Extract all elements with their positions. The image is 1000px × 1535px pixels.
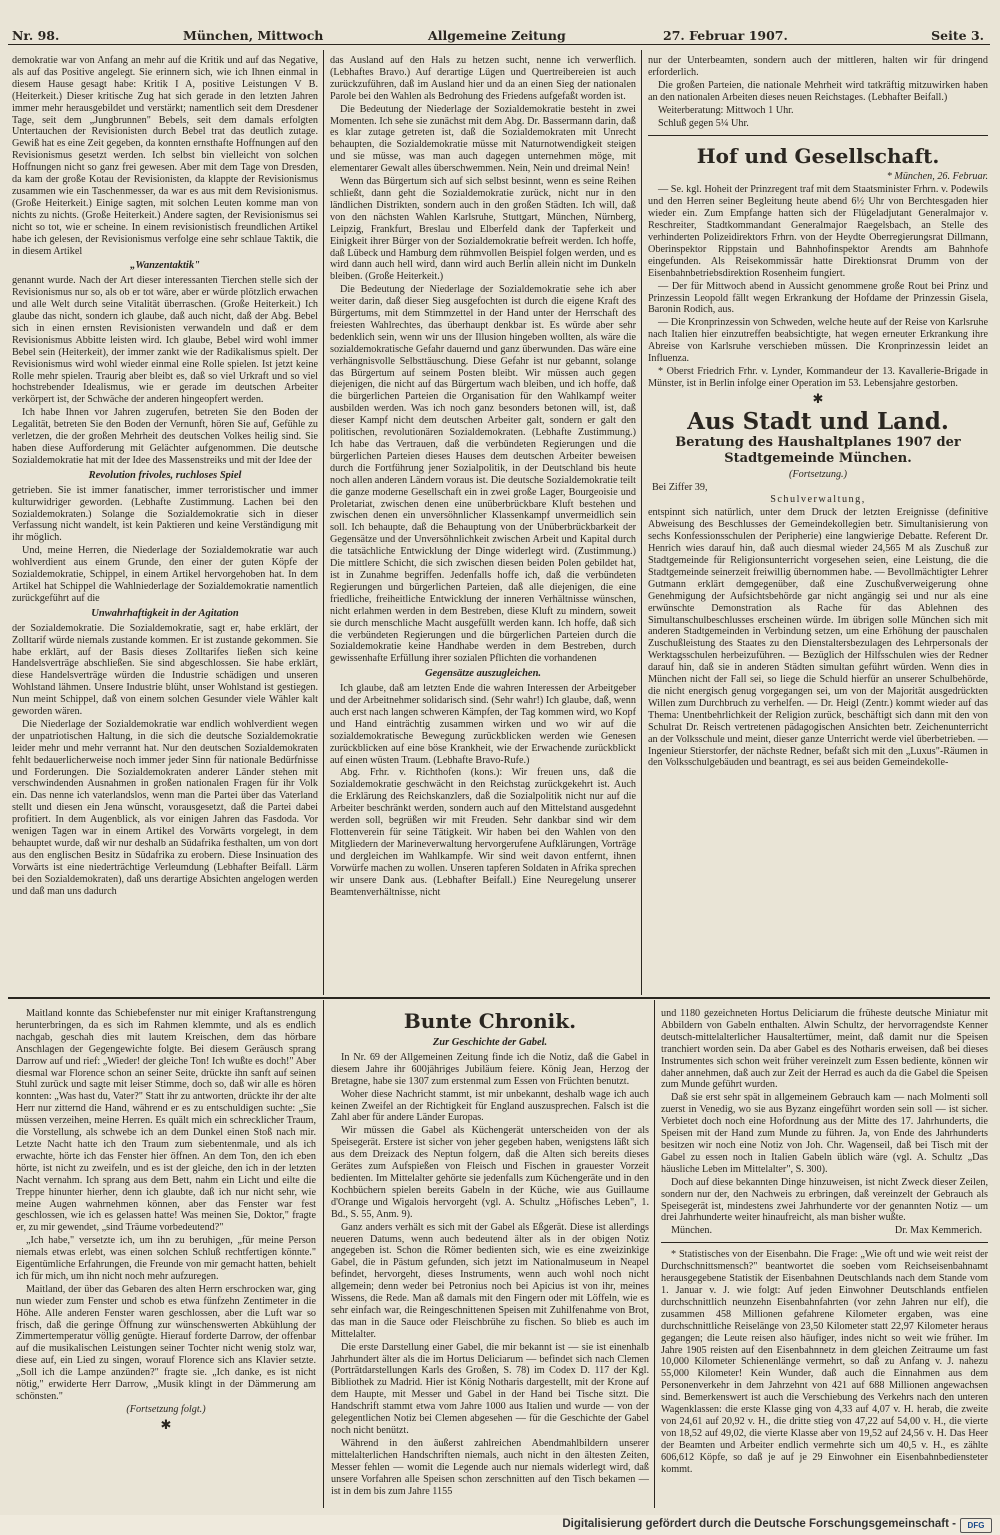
section-title-stadt: Aus Stadt und Land. — [687, 407, 949, 435]
digitization-footer — [0, 1515, 1000, 1535]
dateline: * München, 26. Februar. — [886, 171, 988, 183]
dfg-logo: DFG — [960, 1518, 992, 1533]
section-subtitle: Stadtgemeinde München. — [724, 450, 912, 466]
section-rule — [648, 135, 988, 136]
section-separator-star: ✱ — [160, 1416, 172, 1432]
paragraph: Schluß gegen 5¼ Uhr. — [658, 117, 749, 129]
page-divider — [8, 997, 990, 999]
paragraph: Die großen Parteien, die nationale Mehrheit wird tatkräftig mitzuwirken haben an den nationalen Arbeiten dieses neuen Reichstages. (Lebhafter Beifall.) — [648, 79, 988, 103]
paragraph: Ich glaube, daß am letzten Ende die wahren Interessen der Arbeitgeber und der Arbeitnehmer solidarisch sind. (Sehr wahr!) Ich glaube, daß, wenn auch erst nach langen schweren Kämpfen, der Tag kommen wird, wo Kopf und Hand einträchtig zusammen wirken und wo wir auf die sozialdemokratische Bewegung zurückblicken werden wie Genesen zurückblicken auf eine böse Krankheit, wie der Erwachende zurückblickt auf einen wüsten Traum. (Lebhafte Bravo-Rufe.) — [330, 683, 636, 766]
section-title-bunte: Bunte Chronik. — [403, 1009, 577, 1033]
subheading: Revolution frivoles, ruchloses Spiel — [88, 469, 242, 481]
page-number: Seite 3. — [931, 28, 984, 43]
paragraph: demokratie war von Anfang an mehr auf die Kritik und auf das Negative, als auf das Positive angelegt. Sie erinnern sich, wie ich Ihnen einmal in diesem Hause gesagt habe: Kritik I A, positive Leistungen V B. (Heiterkeit.) Dieser kritische Zug hat sich gerade in den letzten Jahren immer mehr herausgebildet und verstärkt; namentlich seit dem Dresdener Tage, seit dem „Jungbrunnen" Bebels, seit dem damals erfolgten Untertauchen der Revisionisten durch Bebel trat das deutlich zutage. Gewiß hat es eine Zeit gegeben, da konnten ernsthafte Hoffnungen auf den Revisionismus gesetzt werden. Ich selbst bin vielleicht von solchen Hoffnungen nicht so ganz frei gewesen. Aber mit dem Tage von Dresden, da kam der große Kotau der Revisionisten, da klappte der Revisionismus zusammen wie ein Taschenmesser, da war es aus mit dem Revisionismus. (Große Heiterkeit.) Einige sagten, mit solchen Leuten komme man von nichts zu nichts. (Große Heiterkeit.) Andere sagten, der Revisionismus sei nicht so tot, wie er scheine. In einem revisionistisch freundlichen Artikel habe ich gelesen, der Revisionismus verfolge eine sehr schlaue Taktik, die in diesem Artikel — [12, 55, 318, 257]
paragraph: das Ausland auf den Hals zu hetzen sucht, nenne ich verwerflich. (Lebhaftes Bravo.) Auf derartige Lügen und Quertreibereien ist auch zurückzuführen, daß im Ausland hier und da an einen Sieg der nationalen Parole bei den Wahlen als Bedrohung des Friedens aufgefaßt worden ist. — [330, 55, 636, 102]
paragraph: Die erste Darstellung einer Gabel, die mir bekannt ist — sie ist einenhalb Jahrhundert älter als die im Hortus Deliciarum — befindet sich nach Clemen (Porträtdarstellungen Karls des Großen, S. 78) im Codex D. 117 der Kgl. Bibliothek zu Madrid. Hier ist König Notharis dargestellt, mit der Krone auf dem Haupte, mit Messer und Gabel in der Hand bei Tische sitzt. Die Handschrift stammt etwa vom Jahre 1000 aus Italien und wurde — von der gelegentlichen Notiz bei Clemen abgesehen — für die Geschichte der Gabel noch nicht benützt. — [331, 1341, 649, 1436]
serial-story-column — [16, 1008, 316, 1460]
lead-line: Bei Ziffer 39, — [652, 481, 708, 493]
column-rule — [323, 1000, 324, 1508]
paragraph: Doch auf diese bekannten Dinge hinzuweisen, ist nicht Zweck dieser Zeilen, sondern nur der, den Nachweis zu erbringen, daß vereinzelt der Gebrauch als Speisegerät ist, mindestens zwei Jahrhunderte vor der genannten Notiz — um drei Jahrhunderte weiter hinaufreicht, als man bisher wußte. — [661, 1176, 988, 1224]
paragraph: Woher diese Nachricht stammt, ist mir unbekannt, deshalb wage ich auch keinen Zweifel an der Richtigkeit für England auszusprechen. Falsch ist die Zahl aber für andere Länder Europas. — [331, 1088, 649, 1124]
paragraph: Maitland konnte das Schiebefenster nur mit einiger Kraftanstrengung herunterbringen, da es sich im Rahmen klemmte, und als es endlich nachgab, geschah dies mit lautem Kreischen, dem das hörbare Anschlagen der Gegengewichte folgte. Bei diesem Geräusch sprang Darrow auf und rief: „Wieder! der gleiche Ton! Ich wußte es doch!" Aber diesmal war Florence schon an seiner Seite, drückte ihn sanft auf seinen Stuhl zurück und sagte mit leiser Stimme, doch so, daß wir alle es hören konnten: „Was hast du, Vater?" Statt ihr zu antworten, drückte ihr der alte Herr nur zitternd die Hand, während er es zu entschuldigen suchte: „Sie müssen verzeihen, meine Herren. Es quält mich ein schrecklicher Traum, die Vorstellung, als schwebe ich an dem Dunkel einen Stoß nach mir. Letzte Nacht hatte ich den Traum zum siebentenmale, und als ich erwachte, hörte ich das Fenster hier öffnen. An dem Ton, den ich eben hörte, ist nicht zu zweifeln, und es ist der gleiche, den ich in der letzten Nacht vernahm. Ich sprang aus dem Bett, nahm ein Licht und eilte die Treppe hinunter hierher, denn ich glaubte, daß ich nur nicht sehr, wie meine Augen wahrnehmen können, aber das Fenster war fest geschlossen, wie ich es gelassen hatte! Was meinen Sie, Doktor," fragte er, zu mir gewendet, „sind Träume vorbedeutend?" — [16, 1008, 316, 1234]
paragraph: entspinnt sich natürlich, unter dem Druck der letzten Ereignisse (definitive Abweisung des Beschlusses der Gemeindekollegien betr. Simultanisierung von sechs Konfessionsschulen der Peripherie) eine langwierige Debatte. Referent Dr. Henrich wies darauf hin, daß auch diesmal wieder 24,565 M als Zuschuß zur Stadtgemeinde für Religionsunterricht vorgesehen seien, eine Leistung, die die Stadtgemeinde seinerzeit freiwillig übernommen habe. — Bevollmächtigter Lehrer Gutmann erklärt demgegenüber, daß eine Zuschußverweigerung ohne Genehmigung der Aufsichtsbehörde gar nicht angängig sei und nur als eine erwünschte Demonstration als Rache für das Ablehnen des Simultanschulbeschlusses erscheinen würde. Im übrigen solle München sich mit anderen Stadtgemeinden in Verbindung setzen, um eine Erhöhung der pauschalen Zuschußleistung des Staates zu den Dienstaltersbezulagen des Lehrpersonals der Werktagsschulen herbeizuführen. — Bezüglich der Hilfsschulen wies der Redner darauf hin, daß sie in anderen Städten simultan geführt würden. Wenn dies in München nicht der Fall sei, so liege die Schuld hierfür an unserer Schulbehörde, die nicht energisch genug vorgegangen sei, um von der Majorität ausgedrückten Willen zum Durchbruch zu verhelfen. — Dr. Heigl (Zentr.) kommt wieder auf das Thema: Unentbehrlichkeit der Religion zurück, beschäftigt sich dann mit den von Schulrat Dr. Reisch vertretenen pädagogischen Ansichten betr. Zeichenunterricht an der Volksschule und meint, dieser ganze Unterricht werde viel überbetrieben. — Ingenieur Stierstorfer, der nächste Redner, befaßt sich mit den „Luxus"-Räumen in den Volksschulgebäuden und beantragt, es sei aus beiden Gemeindekolle- — [648, 507, 988, 769]
paragraph: Die Bedeutung der Niederlage der Sozialdemokratie besteht in zwei Momenten. Ich sehe sie zunächst mit dem Abg. Dr. Bassermann darin, daß es klar zutage getreten ist, daß die Sozialdemokraten mit Unrecht behaupten, die Sozialdemokratie müsse mit Naturnotwendigkeit steigen und sie müsse, was man auch dagegen unternehmen möge, mit elementarer Gewalt alles überschwemmen. Nein, Nein und dreimal Nein! — [330, 103, 636, 175]
paragraph: Wenn das Bürgertum sich auf sich selbst besinnt, wenn es seine Reihen schließt, dann geht die Sozialdemokratie zurück, nicht nur in den ländlichen Distrikten, sondern auch in den großen Städten. Ich will, daß von den nächsten Wahlen Karlsruhe, Stuttgart, München, Nürnberg, Leipzig, Frankfurt, Breslau und Elberfeld dank der Tapferkeit und Einigkeit ihrer Bürger von der Sozialdemokratie befreit werden. Ich hoffe, daß Lübeck und Hamburg dem rühmvollen Beispiel folgen werden, und es wird dann auch hell wird, dann wird auch Berlin allein nicht im Dunkeln bleiben. (Große Heiterkeit.) — [330, 176, 636, 283]
subheading: Unwahrhaftigkeit in der Agitation — [91, 607, 239, 619]
column-rule — [323, 50, 324, 995]
paragraph: „Ich habe," versetzte ich, um ihn zu beruhigen, „für meine Person niemals etwas erlebt, was einen solchen Schluß rechtfertigen könnte." Eigentümliche Erfahrungen, die Freunde von mir gemacht hatten, behielt ich für mich, um ihn nicht noch mehr aufzuregen. — [16, 1235, 316, 1282]
subheading: „Wanzentaktik" — [130, 260, 200, 272]
paragraph: Daß sie erst sehr spät in allgemeinem Gebrauch kam — nach Molmenti soll zuerst in Venedig, wo sie aus Byzanz eingeführt worden sein soll — ist sicher. Verbietet doch noch eine Hofordnung aus der Mitte des 17. Jahrhunderts, die Speisen mit der Hand zum Munde zu führen. Ja, von Ende des Jahrhunderts besitzen wir noch eine Notiz von Joh. Chr. Wagenseil, daß bei Tisch mit der Gabel zu essen noch in Italien Gabeln üblich wäre (vgl. A. Schultz „Das häusliche Leben im Mittelalter", S. 300). — [661, 1092, 988, 1175]
column-rule — [641, 50, 642, 995]
paragraph: In Nr. 69 der Allgemeinen Zeitung finde ich die Notiz, daß die Gabel in diesem Jahre ihr 600jähriges Jubiläum feiere. König Jean, Herzog der Bretagne, habe sie 1307 zum erstenmal zum Essen von Früchten benutzt. — [331, 1051, 649, 1087]
continuation-note: (Fortsetzung folgt.) — [126, 1403, 206, 1415]
paragraph: Ich habe Ihnen vor Jahren zugerufen, betreten Sie den Boden der Legalität, betreten Sie den Boden der Vernunft, hören Sie auf, Gefühle zu verletzen, die der großen Mehrheit des deutschen Volkes heilig sind. Sie haben diese Aufforderung mit Gelächter aufgenommen. Die deutsche Sozialdemokratie hat mit der Idee des Massenstreiks und mit der Idee der — [12, 407, 318, 466]
section-separator-star: ✱ — [812, 390, 824, 406]
signature-place: München. — [671, 1225, 713, 1237]
paragraph: Während in den äußerst zahlreichen Abendmahlbildern unserer mittelalterlichen Handschriften niemals, auch nicht in den ältesten Zeiten, Messer fehlen — womit die Legende auch nur niemals widerlegt wird, daß unsere Vorfahren alle Speisen schon zerschnitten auf den Tisch bekamen — ist in dem bis zum Jahre 1155 — [331, 1437, 649, 1497]
news-column-3 — [648, 55, 988, 993]
bunte-chronik-column — [331, 1008, 649, 1508]
continuation-note: (Fortsetzung.) — [788, 468, 847, 480]
paragraph: — Die Kronprinzessin von Schweden, welche heute auf der Reise von Karlsruhe nach Italien hier einzutreffen beabsichtigte, hat wegen erneuter Erkrankung ihre Abreise von Karlsruhe verschieben müssen. Die Kronprinzessin leidet an Influenza. — [648, 317, 988, 365]
paragraph: Weiterberatung: Mittwoch 1 Uhr. — [658, 104, 794, 116]
lower-right-column — [661, 1008, 988, 1508]
paragraph: Und, meine Herren, die Niederlage der Sozialdemokratie war auch wohlverdient aus einem Grunde, den einer der guten Köpfe der Sozialdemokratie, Schippel, in einem Artikel hervorgehoben hat. In dem Artikel hat Schippel die Wahlniederlage der Sozialdemokratie namentlich zurückgeführt auf die — [12, 545, 318, 604]
paragraph: — Der für Mittwoch abend in Aussicht genommene große Rout bei Prinz und Prinzessin Leopold fällt wegen Erkrankung der Hofdame der Prinzessin Gisela, Baronin Rodich, aus. — [648, 280, 988, 316]
subheading: Zur Geschichte der Gabel. — [432, 1037, 548, 1048]
speech-column-1 — [12, 55, 318, 993]
section-subtitle: Beratung des Haushaltplanes 1907 der — [675, 434, 961, 450]
column-rule — [654, 1000, 655, 1508]
paper-title: Allgemeine Zeitung — [428, 28, 566, 43]
paragraph: Ganz anders verhält es sich mit der Gabel als Eßgerät. Diese ist allerdings neueren Datums, wenn auch bedeutend älter als in der obigen Notiz angegeben ist. Schon die Römer bedienten sich, wie es eine zweizinkige Gabel, die in Pästum gefunden, sich jetzt im Nationalmuseum in Neapel befindet, hervorgeht, dieses Instruments, wenn auch wohl noch nicht allgemein; denn weder bei Petronius noch bei Apicius ist von ihr, meines Wissens, die Rede. Man aß damals mit den Fingern oder mit Löffeln, wie es sehr einfach war, die Reingeschnittenen Speisen mit Zuhilfenahme von Brot, das man in die Sauce oder Fleischbrühe zu fischen. So blieb es auch im Mittelalter. — [331, 1221, 649, 1340]
issue-number: Nr. 98. — [12, 28, 60, 43]
paragraph: Die Niederlage der Sozialdemokratie war endlich wohlverdient wegen der unpatriotischen Haltung, in die sich die deutsche Sozialdemokratie leider mehr und mehr verrannt hat. Nur den deutschen Sozialdemokraten fehlt bedauerlicherweise noch immer jeder Sinn für nationale Bedürfnisse und Forderungen. Die Sozialdemokraten anderer Länder stehen mit verschwindenden Ausnahmen in großen nationalen Fragen für ihr Volk ein. Das nenne ich vaterlandslos, wenn man die Partei über das Vaterland stellt und diesen ein Jena wünscht, vorausgesetzt, daß die Partei dabei profitiert. In dem Augenblick, als vor einigen Jahren das Fasdoda. Vor wenigen Tagen war in einem Artikel des Vorwärts vorgelegt, in dem behauptet wurde, daß wir nur deshalb an Südafrika festhalten, um von dort aus den englischen Besitz in Südafrika zu erobern. Diese Insinuation des Vorwärts ist eine niederträchtige Verleumdung (Lebhafter Beifall. Lärm bei den Sozialdemokraten), daß uns derartige Absichten angelogen werden und daß man uns dadurch — [12, 718, 318, 897]
masthead — [8, 26, 990, 45]
paragraph: Maitland, der über das Gebaren des alten Herrn erschrocken war, ging nun wieder zum Fenster und schob es etwa fünfzehn Zentimeter in die Höhe. Alle anderen Fenster waren geschlossen, aber die Luft war so frisch, daß die geringe Öffnung zur wünschenswerten Abkühlung der Zimmertemperatur völlig genügte. Hierauf forderte Darrow, der offenbar auf die musikalischen Leistungen seiner Tochter nicht wenig stolz war, diese auf, ein Lied zu singen, worauf Florence sich ans Klavier setzte. „Soll ich die Lampe anzünden?" fragte sie. „Ich danke, es ist nicht nötig," erwiderte Herr Darrow, „Musik klingt in der Dämmerung am schönsten." — [16, 1283, 316, 1402]
section-title-hof: Hof und Gesellschaft. — [696, 144, 940, 169]
paragraph: * Statistisches von der Eisenbahn. Die Frage: „Wie oft und wie weit reist der Durchschnittsmensch?" beantwortet die soeben vom Reichseisenbahnamt herausgegebene Statistik der Eisenbahnen Deutschlands nach dem Stande vom 1. Januar v. J. wie folgt: Auf jeden Einwohner Deutschlands entfielen durchschnittlich neunzehn Eisenbahnfahrten (vor zehn Jahren nur elf), die zusammen 458 Millionen gefahrene Kilometer ergaben, was eine durchschnittliche Reiselänge von 23,50 Kilometer statt 22,97 Kilometer heraus gegangen; die Leute reisen also häufiger, indes nicht so weit wie früher. Im Jahre 1905 reisten auf den Eisenbahnnetz in dem gleichen Zeitraume um fast 10,000 Kilometer Schienenlänge vermehrt, so daß zu Anfang v. J. nahezu 55,000 Kilometer! Kein Wunder, daß auch die Einnahmen aus dem Personenverkehr in dem Jahrzehnt von 421 auf 688 Millionen angewachsen sind. Bemerkenswert ist auch die Verschiebung des Verkehrs nach den unteren Wagenklassen: die erste Klasse ging von 4,33 auf 4,07 v. H. herab, die zweite von 24,61 auf 20,92 v. H., die dritte stieg von 47,22 auf 54,00 v. H., die vierte von 18,52 auf 49,02, die vierte Klasse aber von 19,52 auf 24,56 v. H. Das Heer der Beamten und Arbeiter endlich vermehrte sich um 40,5 v. H., es zählte 606,612 Köpfe, so daß je auf je 29 Einwohner ein Eisenbahnbediensteter kommt. — [661, 1249, 988, 1475]
signature-author: Dr. Max Kemmerich. — [894, 1225, 982, 1237]
section-label: Schulverwaltung, — [770, 494, 866, 506]
issue-date: 27. Februar 1907. — [663, 28, 788, 43]
paragraph: Abg. Frhr. v. Richthofen (kons.): Wir freuen uns, daß die Sozialdemokratie geschwächt in den Reichstag zurückgekehrt ist. Auch die Erklärung des Reichskanzlers, daß die Sozialpolitik nicht nur auf die Arbeiter beschränkt werden, sondern auch auf den Mittelstand ausgedehnt werden soll, begrüßen wir mit Freuden. Sehr dankbar sind wir dem Flottenverein für seine Tätigkeit. Wir haben bei den Wahlen von den Mitgliedern der Marineverwaltung hervorgerufene Aufklärungen, Vorträge und dergleichen im Wahlkampfe. Wir sind weit davon entfernt, ihnen Vorwürfe machen zu wollen. Unseren tapferen Soldaten in Afrika sprechen wir unsere Dank aus. (Lebhafter Beifall.) Eine Neuregelung unserer Beamtenverhältnisse, nicht — [330, 767, 636, 898]
signature-line — [661, 1225, 988, 1238]
paragraph: nur der Unterbeamten, sondern auch der mittleren, halten wir für dringend erforderlich. — [648, 55, 988, 78]
paragraph: der Sozialdemokratie. Die Sozialdemokratie, sagt er, habe erklärt, der Zolltarif würde niemals zustande kommen. Er ist zustande gekommen. Sie habe erklärt, auf der Basis dieses Zolltarifes ließen sich keine Handelsverträge abschließen. Sie sind abgeschlossen. Sie habe erklärt, diese Handelsverträge würden die Industrie schädigen und unseren Wohlstand lähmen. Unsere Industrie blüht, unser Wohlstand ist gestiegen. Nun meint Schippel, daß von einem solchen Gesunder viele Wähler kalt geworden wären. — [12, 622, 318, 718]
speech-column-2 — [330, 55, 636, 993]
paragraph: genannt wurde. Nach der Art dieser interessanten Tierchen stelle sich der Revisionismus nur so, als ob er tot wäre, aber er würde plötzlich erwachen und alle Welt durch seine Vitalität überraschen. (Große Heiterkeit.) Ich glaube das nicht, sondern ich glaube, daß auch nicht, daß der Abg. Bebel sich in einen ernsten Revisionisten verwandeln und daß er dem Revisionismus Abbitte leisten wird. Ich glaube, Bebel wird wohl immer Bebel sein (Heiterkeit), der immer zankt wie der Radikalismus spielt. Der Revisionismus wird wohl wieder einmal eine Rolle spielen. Ist jetzt keine Rolle mehr spielen. Traurig aber bleibt es, daß so viel Urkraft und so viel hochstrebender Idealismus, wie er gerade im deutschen Arbeiter verkörpert ist, der Schwäche der anderen hingeopfert werden. — [12, 275, 318, 406]
section-rule — [661, 1242, 988, 1243]
subheading: Gegensätze auszugleichen. — [424, 668, 542, 680]
paragraph: * Oberst Friedrich Frhr. v. Lynder, Kommandeur der 13. Kavallerie-Brigade in Münster, ist in Berlin infolge einer Operation im 53. Lebensjahre gestorben. — [648, 365, 988, 389]
paragraph: Wir müssen die Gabel als Küchengerät unterscheiden von der als Speisegerät. Erstere ist sicher von jeher gegeben haben, wenigstens läßt sich aus dem Dreizack des Neptun folgern, daß die Alten sich bereits dieses Gerätes zum Aufspießen von Fleisch und Fischen in grauester Vorzeit bedienten. Im Mittelalter gehörte sie jedenfalls zum Küchengeräte und in den Kochbüchern spielen bereits Gabeln in der Küche, wie aus Guillaume d'Orange und Wigalois hervorgeht (vgl. A. Schultz „Höfisches Leben", 1. Bd., S. 55, Anm. 9). — [331, 1125, 649, 1220]
paragraph: — Se. kgl. Hoheit der Prinzregent traf mit dem Staatsminister Frhrn. v. Podewils und den Herren seiner Begleitung heute abend 6½ Uhr von Berchtesgaden hier wieder ein. Zum Empfange hatten sich der Flügeladjutant Generalmajor v. Reschreiter, Stadtkommandant Generalmajor Raegelsbach, an Stelle des verhinderten Polizeidirektors Frhrn. von der Heydte Oberregierungsrat Dillmann, Oberinspektor Rippstain und Bahnhofinspektor Arendts am Bahnhofe eingefunden. Als Reisekommissär hatte Direktionsrat Drumm von der Eisenbahnbetriebsdirektion Rosenheim fungiert. — [648, 184, 988, 279]
place-day: München, Mittwoch — [183, 28, 324, 43]
paragraph: und 1180 gezeichneten Hortus Deliciarum die früheste deutsche Miniatur mit Abbildern von Gabeln enthalten. Alwin Schultz, der hervorragendste Kenner deutsch-mittelalterlicher Hausaltertümer, meint, daß damit nur die Speisen tranchiert worden sein. Da aber Gabel es des Notharis erweisen, daß bei dieses Instrumentes sich schon weit früher vereinzelt zum Essen bediente, können wir daher annehmen, daß auch zur Zeit der Herrad es auch da die Gabel die Speisen zum Munde geführt wurden. — [661, 1008, 988, 1091]
paragraph: getrieben. Sie ist immer fanatischer, immer terroristischer und immer kulturwidriger geworden. (Lebhafte Zustimmung. Lachen bei den Sozialdemokraten.) Solange die Sozialdemokratie sich in dieser Verfassung nicht wandelt, ist kein Paktieren und keine Verständigung mit ihr möglich. — [12, 484, 318, 544]
paragraph: Die Bedeutung der Niederlage der Sozialdemokratie sehe ich aber weiter darin, daß dieser Sieg ausgefochten ist durch die eigene Kraft des Bürgertums, mit dem Stimmzettel in der Hand unter der Herrschaft des freiesten Wahlrechtes, das überhaupt denkbar ist. Es würde aber sehr bedenklich sein, wenn wir uns der Illusion hingeben wollten, als wäre die sozialdemokratische Gefahr dauernd und ganz überwunden. Das wäre eine verhängnisvolle Selbsttäuschung. Diese Gefahr ist nur gebannt, solange das Bürgertum auf seinem Posten bleibt. Wir müssen auch gegen diejenigen, die nicht auf das Bürgertum wach bleiben, und ich hoffe, daß die bürgerlichen Parteien die Organisation für den Wahlkampf weiter ausbilden werden. Was ich noch ganz besonders betonen will, ist, daß dieser Kampf nicht dem deutschen Arbeiter galt, sondern er galt den politischen, revolutionären Sozialdemokraten. (Lebhafte Zustimmung.) Ich habe das Vertrauen, daß die verbündeten Regierungen und die bürgerlichen Parteien dieses Hauses dem deutschen Arbeiter beweisen durch die Fortführung jener Sozialpolitik, in der Deutschland bis heute noch allen anderen Ländern voraus ist. Die deutsche Sozialdemokratie teilt die ganze moderne Gesellschaft ein in zwei große Lager, Bourgeoisie und Proletariat, zwischen denen eine unüberbrückbare Kluft bestehen und zwischen denen ein unversöhnlicher Klassenkampf unvermeidlich sein soll. Ich behaupte, daß die Behauptung von der Unüberbrückbarkeit der Gegensätze und der Unversöhnlichkeit zwischen Arbeit und Kapital durch die tatsächliche Entwicklung der Dinge widerlegt wird. (Zustimmung.) Die mittlere Schicht, die sich zwischen diesen beiden Polen gebildet hat, ist in Zunahme begriffen. Jedenfalls hoffe ich, daß die verbündeten Regierungen und bürgerlichen Parteien, daß alle diejenigen, die eine friedliche, freiheitliche Entwicklung der inneren Verhältnisse wünschen, nicht erlahmen werden in dem Bestreben, diese Kluft zu mindern, soweit sie durch menschliche Macht ausgefüllt werden kann. Ich hoffe, daß sich die verbündeten Regierungen und die bürgerlichen Parteien durch die Sozialdemokratie keine Handhabe werden in dem Bestreben, durch gewissenhafte Erfüllung ihrer sozialen Pflichten die vorhandenen — [330, 284, 636, 665]
footer-text: Digitalisierung gefördert durch die Deutsche Forschungsgemeinschaft - — [562, 1518, 956, 1530]
